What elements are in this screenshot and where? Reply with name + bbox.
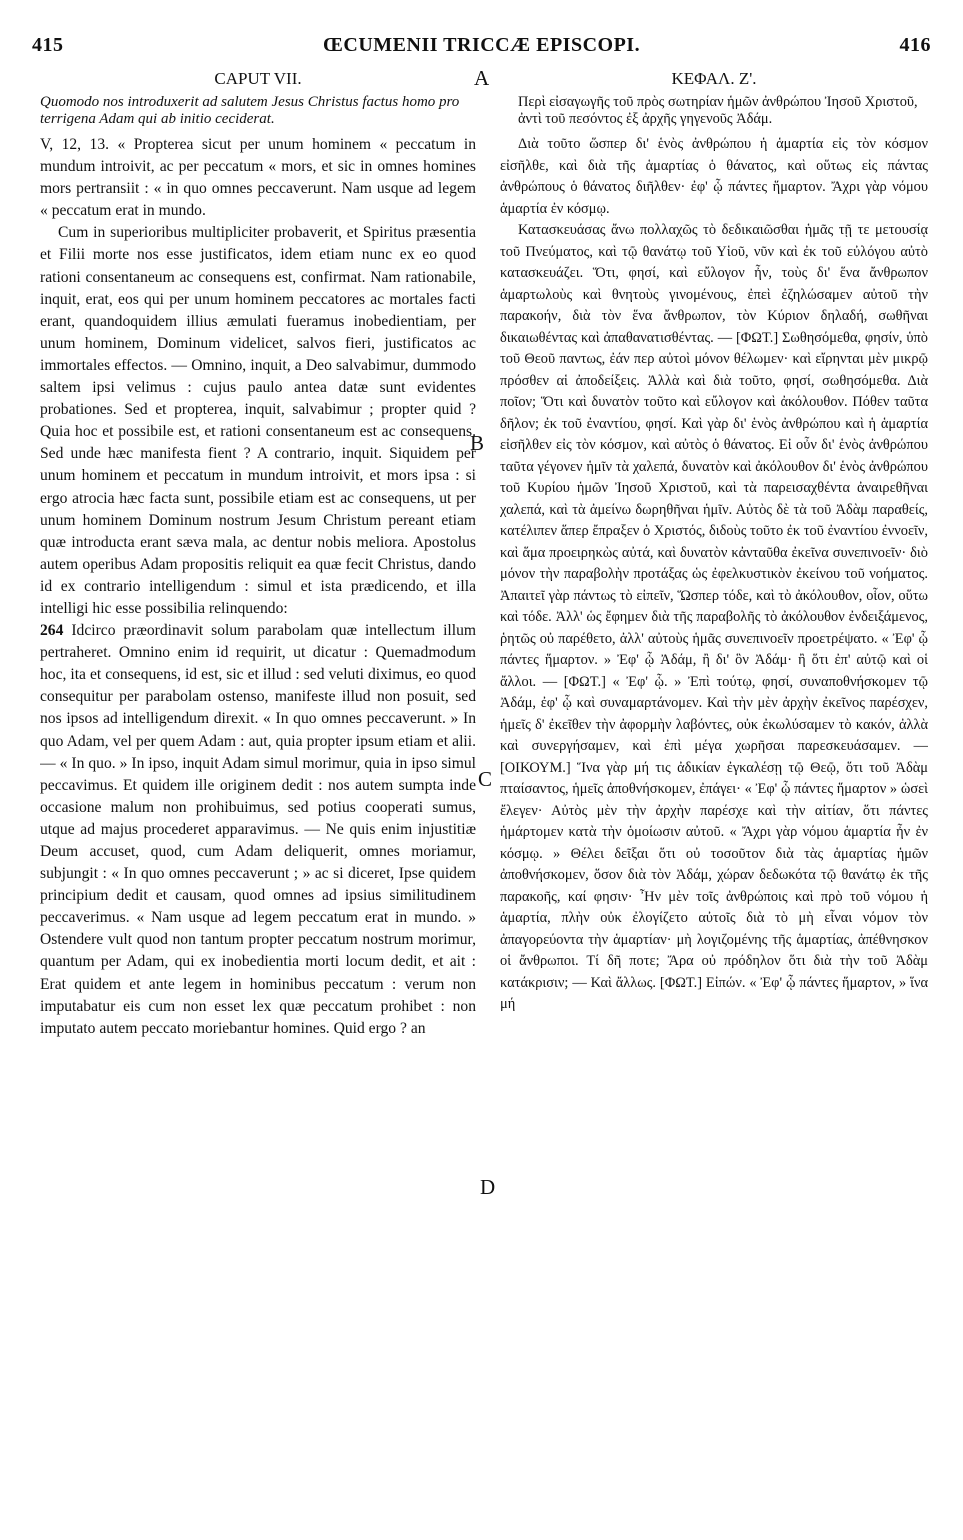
latin-commentary-part2: [40, 620, 476, 1040]
greek-commentary: Κατασκευάσας ἄνω πολλαχῶς τὸ δεδικαιῶσθαι ἡμᾶς τῇ τε μετουσίᾳ τοῦ Πνεύματος, καὶ τῷ θανάτῳ τοῦ Υἱοῦ, νῦν καὶ ἐκ τοῦ εὐλόγου αὐτὸ κατασκευάζει. Ὅτι, φησί, καὶ εὔλογον ἦν, τοὺς δι' ἕνα ἄνθρωπον ἁμαρτωλοὺς καὶ θνητοὺς γινομένους, ἐπεὶ ἐζηλώσαμεν αὐτοῦ τὴν παρακοήν, διὰ τὸν ἕνα ἄνθρωπον, τὸν Κύριον δηλαδή, σωθῆναι δικαιωθέντας καὶ ἀπαθανατισθέντας. — [ΦΩΤ.] Σωθησόμεθα, φησίν, ὑπὸ τοῦ Θεοῦ παντως, ἐάν περ αὐτοὶ μόνον θέλωμεν· καὶ εἴρηνται μὲν μικρῷ πρόσθεν αἱ ἀποδείξεις. Ἀλλὰ καὶ διὰ τοῦτο, φησί, σωθησόμεθα. Διὰ ποῖον; Ὅτι καὶ δυνατὸν τοῦτο καὶ εὔλογον καὶ ἀκόλουθον. Πόθεν ταῦτα δῆλον; ἐκ τοῦ ἐναντίου, φησί. Καὶ γὰρ δι' ἑνὸς ἀνθρώπου καὶ ἡ ἁμαρτία εἰσῆλθεν εἰς τὸν κόσμον, καὶ αὐτὸς ὁ θάνατος. Εἰ οὖν δι' ἑνὸς ἀνθρώπου ταῦτα γέγονεν ἡμῖν τὰ χαλεπά, δυνατὸν καὶ ἀκόλουθον δι' ἑνὸς ἀνθρώπου τοῦ Κυρίου ἡμῶν Ἰησοῦ Χριστοῦ, καὶ τὰ παρεισαχθέντα ἀναιρεθῆναι χαλεπά, καὶ τὰ ἀμείνω δωρηθῆναι ἡμῖν. Αὐτὸς δὲ τὰ τοῦ Ἀδὰμ παραθείς, κατέλιπεν ἅπερ ἔπραξεν ὁ Χριστός, διδοὺς τοῦτο ἐκ τοῦ ἐναντίου ἐννοεῖν, καὶ ἅμα προειρηκὼς αὐτά, καὶ δυνατὸν κἀνταῦθα ἐκεῖνα συνεπινοεῖν· διὸ μόνον τὴν παραβολὴν προτάξας ὡς ἐφελκυστικὸν ἐκείνου τοῦ νοήματος. Ἀπαιτεῖ γὰρ πάντως τὸ εἰπεῖν, Ὥσπερ τόδε, καὶ τὸ ἀκόλουθον, οἷον, οὕτω καὶ τόδε. Ἀλλ' ὡς ἔφημεν διὰ τῆς παραβολῆς τὸ ἀκόλουθον ἐνδειξάμενος, ῥητῶς οὐ παρέθετο, ἀλλ' αὐτοὺς ἡμᾶς συνεπινοεῖν προετρέψατο. « Ἐφ' ᾧ πάντες ἥμαρτον. » Ἐφ' ᾧ Ἀδάμ, ἢ δι' ὃν Ἀδάμ· ἢ ὅτι ἐπ' αὐτῷ καὶ οἱ ἄλλοι. — [ΦΩΤ.] « Ἐφ' ᾧ. » Ἐπὶ τούτῳ, φησί, συναποθνήσκομεν τῷ Ἀδάμ, ἐφ' ᾧ καὶ συναμαρτάνομεν. Καὶ τὴν μὲν ἀρχὴν ἐκεῖνος παρέσχεν, ἡμεῖς δ' ἐκεῖθεν τὴν ἀφορμὴν λαβόντες, οὐκ ἐκωλύσαμεν τὸ κακόν, ἀλλὰ καὶ συνεργήσαμεν, καὶ ἐπὶ μέγα χωρῆσαι παρεσκευάσαμεν. — [ΟΙΚΟΥΜ.] Ἵνα γὰρ μή τις ἀδικίαν ἐγκαλέσῃ τῷ Θεῷ, ὅτι τοῦ Ἀδὰμ πταίσαντος, ἡμεῖς ἀποθνήσκομεν, ἐπάγει· « Ἐφ' ᾧ πάντες ἥμαρτον » ὡσεὶ ἔλεγεν· Αὐτὸς μὲν τὴν ἀρχὴν παρέσχε καὶ τὴν αἰτίαν, ὅτι πάντες ἡμάρτομεν κατὰ τὴν ὁμοίωσιν αὐτοῦ. « Ἄχρι γὰρ νόμου ἁμαρτία ἦν ἐν κόσμῳ. » Θέλει δεῖξαι ὅτι οὐ τοσοῦτον διὰ τὰς ἁμαρτίας ἡμῶν ἀποθνήσκομεν, ὅσον διὰ τὸν Ἀδάμ, χώραν δεδωκότα τῷ θανάτῳ ἐκ τῆς παρακοῆς, καί φησιν· Ἦν μὲν τοῖς ἀνθρώποις καὶ πρὸ τοῦ νόμου ἡ ἁμαρτία, πλὴν οὐκ ἐλογίζετο αὐτοῖς διὰ τὸ μὴ εἶναι νόμον τὸν ἀπαγορεύοντα τὴν ἁμαρτίαν· μὴ λογιζομένης τῆς ἁμαρτίας, ἀπέθνησκον οἱ ἄνθρωποι. Τί δῆ ποτε; Ἄρα οὐ πρόδηλον ὅτι διὰ τὴν τοῦ Ἀδὰμ κατάκρισιν; — Καὶ ἄλλως. [ΦΩΤ.] Εἰπών. « Ἐφ' ᾧ πάντες ἥμαρτον, » ἵνα μή: [500, 222, 928, 1012]
latin-commentary-part1: Cum in superioribus multipliciter probaverit, et Spiritus præsentia et Filii morte nos esse justificatos, idem etiam nunc ex eo quod rationi consentaneum ac consequens est, confirmat. Nam rationabile, inquit, erat, eos qui per unum hominem peccatores ac mortales facti erant, quandoquidem illius æmulati fueramus inobedientiam, per unum hominem, Dominum videlicet, salvos fieri, justificatos ac immortales effectos. — Omnino, inquit, a Deo salvabimur, dummodo saltem ipsi velimus : cujus paulo antea datæ sunt evidentes probationes. Sed et propterea, inquit, salvabimur ; propter quid ? Quia hoc et possibile est, et rationi consentaneum est ac consequens. Sed unde hæc manifesta fient ? A contrario, inquit. Siquidem per unum hominem et peccatum in mundum introivit, et mors ipsa : si ergo atrocia hæc facta sunt, possibile etiam est ac consequens, ut per unum hominem Dominum nostrum Jesum Christum pereant etiam quæ introducta erant sæva mala, ac dentur nobis meliora. Apostolus autem operibus Adam propositis reliquit ea quæ fecit Christus, dando id ex contrario intelligendum : simul et ista prædicendo, et illa intelligi hic esse possibilia relinquendo:: [40, 224, 476, 617]
greek-column: [500, 68, 928, 1530]
running-title: ŒCUMENII TRICCÆ EPISCOPI.: [322, 34, 641, 56]
page-number-right: 416: [899, 34, 931, 56]
latin-commentary-text: Idcirco præordinavit solum parabolam quæ intellectum illum pertraheret. Omnino enim id requirit, ut dicatur : Quemadmodum hoc, ita et consequens, id est, sic et illud : sed veluti diximus, eo quod consequitur per parabolam ostenso, manifeste illud non posuit, sed nos ipsos ad intelligendum direxit. « In quo omnes peccaverunt. » In quo Adam, vel per quem Adam : aut, quia propter ipsum etiam et alii. — « In quo. » In ipso, inquit Adam simul morimur, quia in ipso simul peccavimus. Et quidem ille originem dedit : nos autem sumpta inde occasione malum non prohibuimus, sed potius cooperati sumus, utque ad majus procederet apparavimus. — Ne quis enim injustitiæ Deum accuset, quod, cum Adam deliquerit, omnes moriamur, subjungit : « In quo omnes peccaverunt ; » ac si diceret, Ipse quidem principium dedit et causam, quod omnes ad ipsius similitudinem peccaverimus. « Nam usque ad legem peccatum erat in mundo. » Ostendere vult quod non tantum propter peccatum nostrum morimur, quantum per Adam, qui ex inobedientia morti locum dedit, et ait : Erat quidem et ante legem in hominibus peccatum : verum non imputabatur eis cum non esset lex quæ peccatum prohibet : non imputato autem peccato moriebantur homines. Quid ergo ? an: [40, 622, 476, 1037]
latin-chapter-summary: Quomodo nos introduxerit ad salutem Jesus Christus factus homo pro terrigena Adam qui ab initio ceciderat.: [40, 94, 460, 127]
greek-chapter-heading: ΚΕΦΑΛ. Ζ'.: [671, 69, 757, 88]
latin-scripture-passage: V, 12, 13. « Propterea sicut per unum hominem « peccatum in mundum introivit, ac per peccatum « mors, et sic in omnes homines mors pertransiit : « in quo omnes peccaverunt. Nam usque ad legem « peccatum erat in mundo.: [40, 136, 476, 220]
margin-marker-c: C: [478, 767, 493, 791]
greek-chapter-summary: Περὶ εἰσαγωγῆς τοῦ πρὸς σωτηρίαν ἡμῶν ἀνθρώπου Ἰησοῦ Χριστοῦ, ἀντὶ τοῦ πεσόντος ἐξ ἀρχῆς γηγενοῦς Ἀδάμ.: [518, 94, 918, 127]
greek-scripture-passage: Διὰ τοῦτο ὥσπερ δι' ἑνὸς ἀνθρώπου ἡ ἁμαρτία εἰς τὸν κόσμον εἰσῆλθε, καὶ διὰ τῆς ἁμαρτίας ὁ θάνατος, καὶ οὕτως εἰς πάντας ἀνθρώπους ὁ θάνατος διῆλθεν· ἐφ' ᾧ πάντες ἥμαρτον. Ἄχρι γὰρ νόμου ἁμαρτία ἐν κόσμῳ.: [500, 136, 928, 217]
column-number: 264: [40, 622, 64, 640]
page-number-left: 415: [32, 34, 64, 56]
latin-column: [40, 68, 476, 1530]
latin-chapter-heading: CAPUT VII.: [214, 69, 302, 88]
running-header: [32, 34, 931, 62]
margin-marker-d: D: [480, 1175, 496, 1199]
margin-marker-b: B: [470, 431, 485, 455]
margin-marker-a: A: [474, 66, 490, 90]
